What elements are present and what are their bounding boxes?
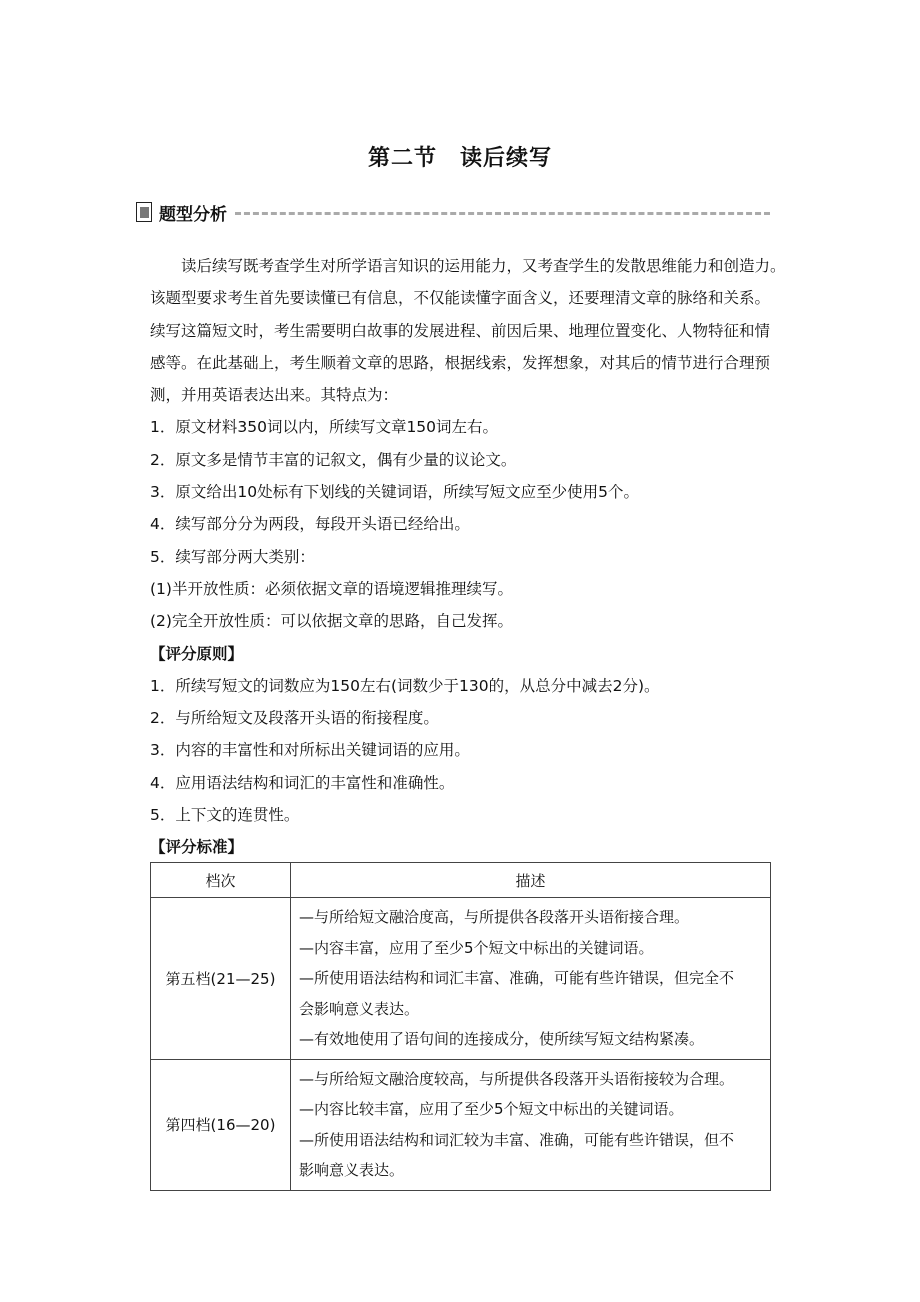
description-line: —与所给短文融洽度高，与所提供各段落开头语衔接合理。 (299, 908, 690, 926)
description-line: 影响意义表达。 (299, 1161, 405, 1179)
feature-item: (1)半开放性质：必须依据文章的语境逻辑推理续写。 (150, 579, 513, 598)
header-description: 描述 (291, 863, 771, 898)
description-line: 会影响意义表达。 (299, 999, 420, 1018)
intro-paragraph (150, 250, 786, 411)
feature-item: 2．原文多是情节丰富的记叙文，偶有少量的议论文。 (150, 450, 517, 469)
document-icon (136, 202, 152, 222)
header-grade: 档次 (151, 863, 291, 898)
principles-list (150, 670, 775, 831)
feature-item: 3．原文给出10处标有下划线的关键词语，所续写短文应至少使用5个。 (150, 483, 639, 502)
feature-item: 5．续写部分两大类别： (150, 547, 315, 566)
standards-heading: 【评分标准】 (150, 838, 244, 857)
grade-cell: 第五档(21—25) (151, 898, 291, 1060)
feature-item: 1．原文材料350词以内，所续写文章150词左右。 (150, 418, 499, 437)
description-cell (291, 1059, 771, 1190)
grade-cell: 第四档(16—20) (151, 1059, 291, 1190)
description-line: —内容比较丰富，应用了至少5个短文中标出的关键词语。 (299, 1100, 684, 1118)
intro-line: 感等。在此基础上，考生顺着文章的思路，根据线索，发挥想象，对其后的情节进行合理预 (150, 353, 771, 372)
principle-item: 4．应用语法结构和词汇的丰富性和准确性。 (150, 773, 455, 792)
intro-line: 测，并用英语表达出来。其特点为： (150, 386, 399, 405)
intro-line: 该题型要求考生首先要读懂已有信息，不仅能读懂字面含义，还要理清文章的脉络和关系。 (150, 289, 771, 308)
page-title: 第二节 读后续写 (367, 146, 552, 171)
description-line: —与所给短文融洽度较高，与所提供各段落开头语衔接较为合理。 (299, 1069, 735, 1088)
content-body (150, 250, 786, 864)
principle-item: 5．上下文的连贯性。 (150, 806, 300, 825)
description-line: —所使用语法结构和词汇丰富、准确，可能有些许错误，但完全不 (299, 969, 735, 987)
section-label: 题型分析 (159, 204, 227, 225)
principle-item: 1．所续写短文的词数应为150左右(词数少于130的，从总分中减去2分)。 (150, 676, 660, 695)
intro-line: 读后续写既考查学生对所学语言知识的运用能力，又考查学生的发散思维能力和创造力。 (181, 257, 786, 275)
principle-item: 3．内容的丰富性和对所标出关键词语的应用。 (150, 741, 470, 760)
intro-line: 续写这篇短文时，考生需要明白故事的发展进程、前因后果、地理位置变化、人物特征和情 (150, 321, 771, 340)
feature-item: (2)完全开放性质：可以依据文章的思路，自己发挥。 (150, 612, 513, 631)
description-line: —所使用语法结构和词汇较为丰富、准确，可能有些许错误，但不 (299, 1130, 735, 1149)
description-line: —有效地使用了语句间的连接成分，使所续写短文结构紧凑。 (299, 1030, 705, 1048)
feature-item: 4．续写部分分为两段，每段开头语已经给出。 (150, 515, 470, 534)
table-row (151, 898, 771, 1060)
description-cell (291, 898, 771, 1060)
feature-list (150, 411, 775, 637)
principle-item: 2．与所给短文及段落开头语的衔接程度。 (150, 709, 439, 728)
section-header (136, 200, 770, 224)
table-row (151, 1059, 771, 1190)
dashed-divider (235, 212, 770, 215)
scoring-table (150, 862, 771, 1191)
principles-heading: 【评分原则】 (150, 644, 244, 663)
table-header-row (151, 863, 771, 898)
description-line: —内容丰富，应用了至少5个短文中标出的关键词语。 (299, 938, 654, 957)
